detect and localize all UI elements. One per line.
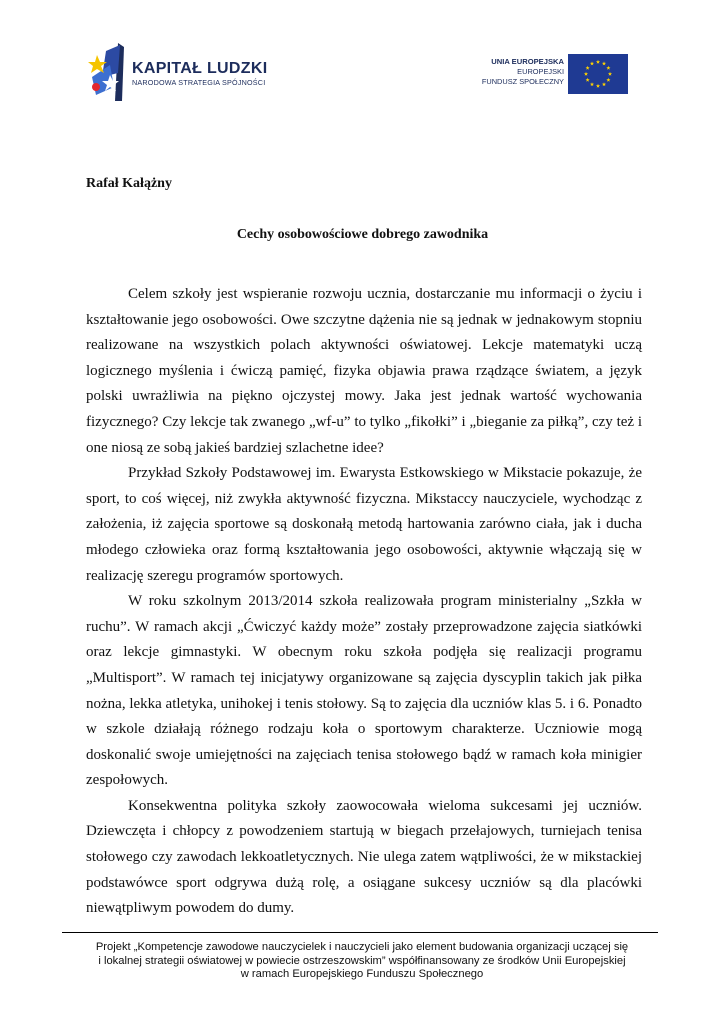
footer-line: w ramach Europejskiego Funduszu Społecznego [240,968,484,980]
kapital-ludzki-wordmark [132,60,267,88]
eu-logo-text [482,57,564,86]
author-name: Rafał Kałążny [86,176,172,191]
footer-divider [62,932,658,933]
eu-logo-line-3: FUNDUSZ SPOŁECZNY [481,76,564,86]
kapital-ludzki-emblem-icon [88,43,128,101]
body-paragraph: Przykład Szkoły Podstawowej im. Ewarysta Estkowskiego w Mikstacie pokazuje, że sport, to coś więcej, niż zwykła aktywność fizyczna. Mikstaccy nauczyciele, wychodząc z założenia, iż zajęcia sportowe są doskonałą metodą hartowania zarówno ciała, jak i ducha młodego człowieka oraz formą kształtowania jego osobowości, aktywnie włączają się w realizację szeregu programów sportowych. [86,465,642,584]
body-paragraph: Celem szkoły jest wspieranie rozwoju ucznia, dostarczanie mu informacji o życiu i kształtowanie jego osobowości. Owe szczytne dążenia nie są jednak w jednakowym stopniu realizowane na wszystkich polach aktywności oświatowej. Lekcje matematyki uczą logicznego myślenia i ćwiczą pamięć, fizyka objawia prawa rządzące światem, a język polski uwrażliwia na piękno ojczystej mowy. Jaka jest jednak wartość wychowania fizycznego? Czy lekcje tak zwanego „wf-u” to tylko „fikołki” i „bieganie za piłką”, czy też i one niosą ze sobą jakieś bardziej szlachetne idee? [86,286,642,456]
kapital-ludzki-logo [88,43,273,101]
eu-flag-icon [568,54,628,94]
kapital-ludzki-title: KAPITAŁ LUDZKI [132,60,268,77]
footer-line: Projekt „Kompetencje zawodowe nauczycielek i nauczycieli jako element budowania organizacji uczącej się [95,941,629,953]
kapital-ludzki-subtitle: NARODOWA STRATEGIA SPÓJNOŚCI [132,78,266,87]
body-paragraph: W roku szkolnym 2013/2014 szkoła realizowała program ministerialny „Szkła w ruchu”. W ramach akcji „Ćwiczyć każdy może” zostały przeprowadzone zajęcia siatkówki oraz lekcje gimnastyki. W obecnym roku szkoła podjęła się realizacji programu „Multisport”. W ramach tej inicjatywy organizowane są zajęcia dyscyplin takich jak piłka nożna, lekka atletyka, unihokej i tenis stołowy. Są to zajęcia dla uczniów klas 5. i 6. Ponadto w szkole działają różnego rodzaju koła o sportowym charakterze. Uczniowie mogą doskonalić swoje umiejętności na zajęciach tenisa stołowego bądź w ramach koła minigier zespołowych. [86,593,642,789]
document-body [86,282,642,922]
eu-social-fund-logo [481,54,628,94]
body-paragraph: Konsekwentna polityka szkoły zaowocowała wieloma sukcesami jej uczniów. Dziewczęta i chłopcy z powodzeniem startują w biegach przełajowych, turniejach tenisa stołowego czy zawodach lekkoatletycznych. Nie ulega zatem wątpliwości, że w mikstackiej podstawówce sport odgrywa dużą rolę, a osiągane sukcesy uczniów są dla placówki niewątpliwym powodem do dumy. [86,797,642,917]
footer-line: i lokalnej strategii oświatowej w powiecie ostrzeszowskim” współfinansowany ze środków Unii Europejskiej [98,954,626,967]
eu-logo-line-2: EUROPEJSKI [517,67,564,76]
project-footer [62,941,662,982]
eu-logo-line-1: UNIA EUROPEJSKA [491,57,564,66]
document-title: Cechy osobowościowe dobrego zawodnika [236,227,489,242]
